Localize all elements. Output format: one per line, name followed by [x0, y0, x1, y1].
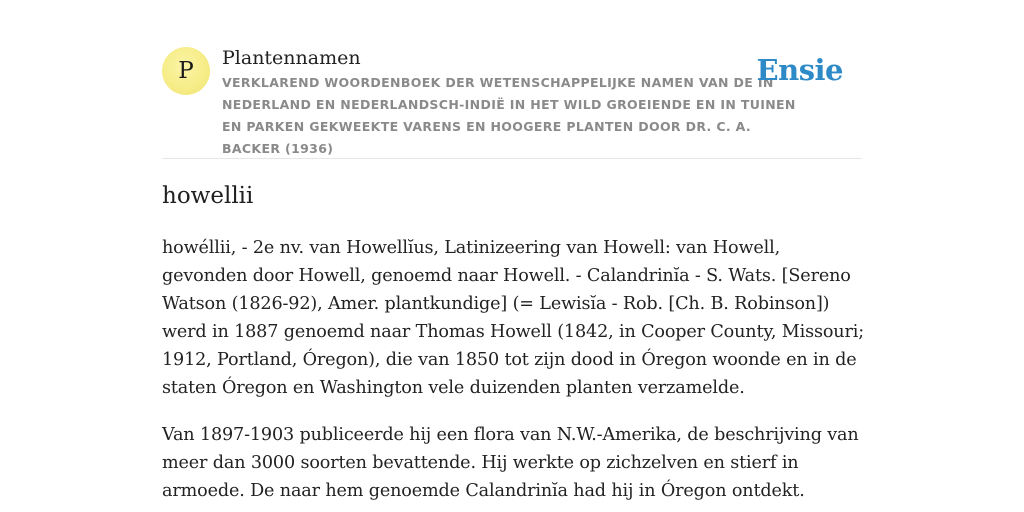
entry-body [162, 234, 868, 512]
page [162, 0, 864, 501]
publication-header [162, 0, 862, 159]
publication-title-link[interactable]: Plantennamen [222, 47, 361, 69]
publication-avatar[interactable] [162, 47, 210, 95]
entry-title: howellii [162, 183, 254, 209]
ensie-logo[interactable]: Ensie [756, 53, 843, 87]
entry-paragraph: howéllii, - 2e nv. van Howellĭus, Latinizeering van Howell: van Howell, gevonden door Howell, genoemd naar Howell. - Calandrinĭa - S. Wats. [Sereno Watson (1826-92), Amer. plantkundige] (= Lewisĭa - Rob. [Ch. B. Robinson]) werd in 1887 genoemd naar Thomas Howell (1842, in Cooper County, Missouri; 1912, Portland, Óregon), die van 1850 tot zijn dood in Óregon woonde en in de staten Óregon en Washington vele duizenden planten verzamelde. [162, 238, 864, 398]
publication-description: VERKLAREND WOORDENBOEK DER WETENSCHAPPELIJKE NAMEN VAN DE IN NEDERLAND EN NEDERLANDSCH-INDIË IN HET WILD GROEIENDE EN IN TUINEN EN PARKEN GEKWEEKTE VARENS EN HOOGERE PLANTEN DOOR DR. C. A. BACKER (1936) [222, 75, 796, 156]
avatar-letter: P [178, 58, 194, 84]
entry-paragraph: Van 1897-1903 publiceerde hij een flora van N.W.-Amerika, de beschrijving van meer dan 3000 soorten bevattende. Hij werkte op zichzelven en stierf in armoede. De naar hem genoemde Calandrinĭa had hij in Óregon ontdekt. [162, 425, 859, 501]
